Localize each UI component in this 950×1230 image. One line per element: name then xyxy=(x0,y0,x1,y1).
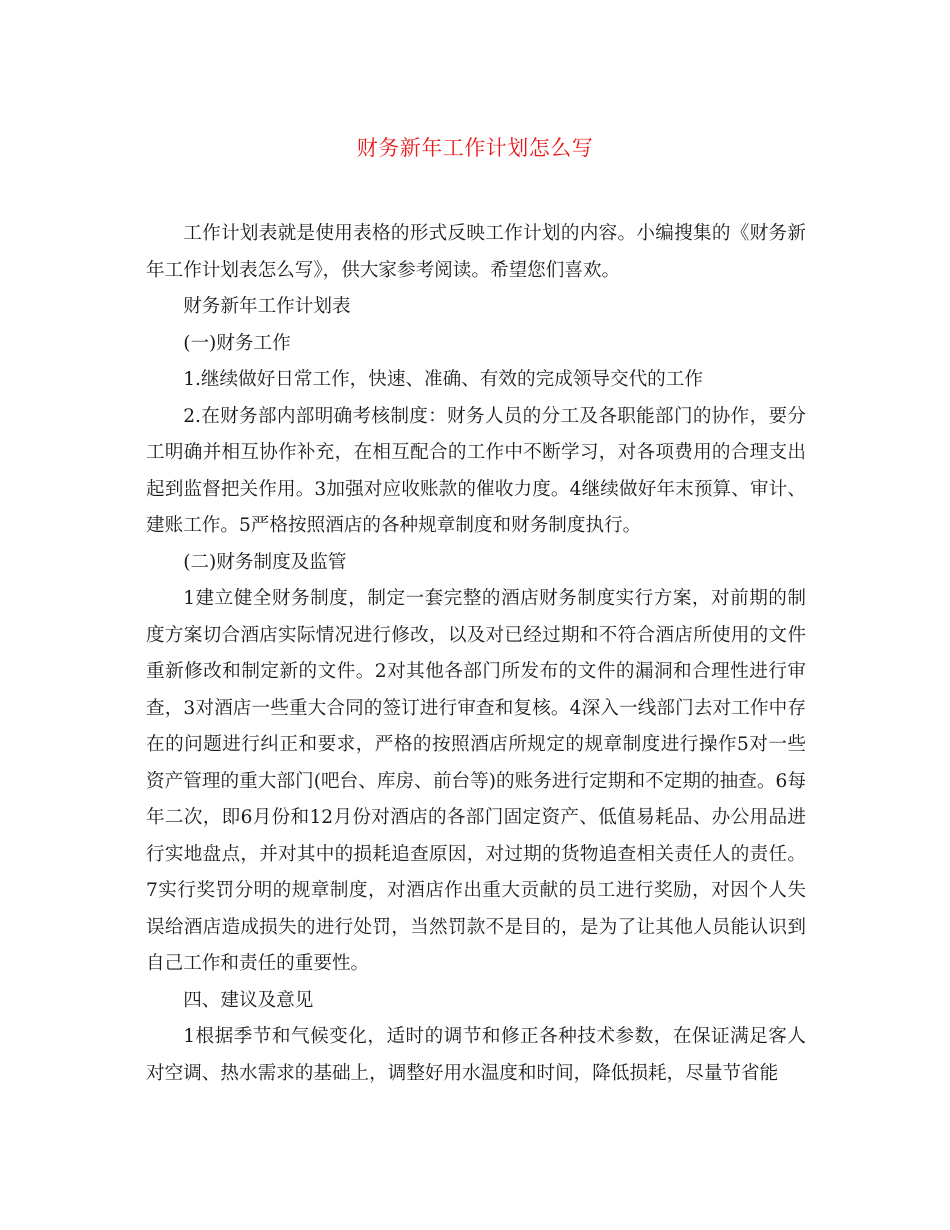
section-heading-finance-work: (一)财务工作 xyxy=(183,332,291,354)
section-heading-suggestions: 四、建议及意见 xyxy=(183,989,314,1011)
paragraph-item-2: 2.在财务部内部明确考核制度：财务人员的分工及各职能部门的协作，要分工明确并相互协作补充，在相互配合的工作中不断学习，对各项费用的合理支出起到监督把关作用。3加强对应收账款的催收力度。4继续做好年末预算、审计、建账工作。5严格按照酒店的各种规章制度和财务制度执行。 xyxy=(146,405,806,536)
paragraph-finance-system: 1建立健全财务制度，制定一套完整的酒店财务制度实行方案，对前期的制度方案切合酒店实际情况进行修改，以及对已经过期和不符合酒店所使用的文件重新修改和制定新的文件。2对其他各部门所发布的文件的漏洞和合理性进行审查，3对酒店一些重大合同的签订进行审查和复核。4深入一线部门去对工作中存在的问题进行纠正和要求，严格的按照酒店所规定的规章制度进行操作5对一些资产管理的重大部门(吧台、库房、前台等)的账务进行定期和不定期的抽查。6每年二次，即6月份和12月份对酒店的各部门固定资产、低值易耗品、办公用品进行实地盘点，并对其中的损耗追查原因，对过期的货物追查相关责任人的责任。7实行奖罚分明的规章制度，对酒店作出重大贡献的员工进行奖励，对因个人失误给酒店造成损失的进行处罚，当然罚款不是目的，是为了让其他人员能认识到自己工作和责任的重要性。 xyxy=(146,588,806,974)
section-heading-plan-table: 财务新年工作计划表 xyxy=(183,296,351,317)
document-title: 财务新年工作计划怎么写 xyxy=(356,136,594,160)
section-heading-finance-system: (二)财务制度及监管 xyxy=(183,551,347,573)
paragraph-item-1: 1.继续做好日常工作，快速、准确、有效的完成领导交代的工作 xyxy=(183,369,703,390)
paragraph-intro: 工作计划表就是使用表格的形式反映工作计划的内容。小编搜集的《财务新年工作计划表怎么写》，供大家参考阅读。希望您们喜欢。 xyxy=(146,223,806,281)
document-body xyxy=(146,216,806,1092)
paragraph-suggestions: 1根据季节和气候变化，适时的调节和修正各种技术参数，在保证满足客人对空调、热水需求的基础上，调整好用水温度和时间，降低损耗，尽量节省能 xyxy=(146,1026,806,1084)
